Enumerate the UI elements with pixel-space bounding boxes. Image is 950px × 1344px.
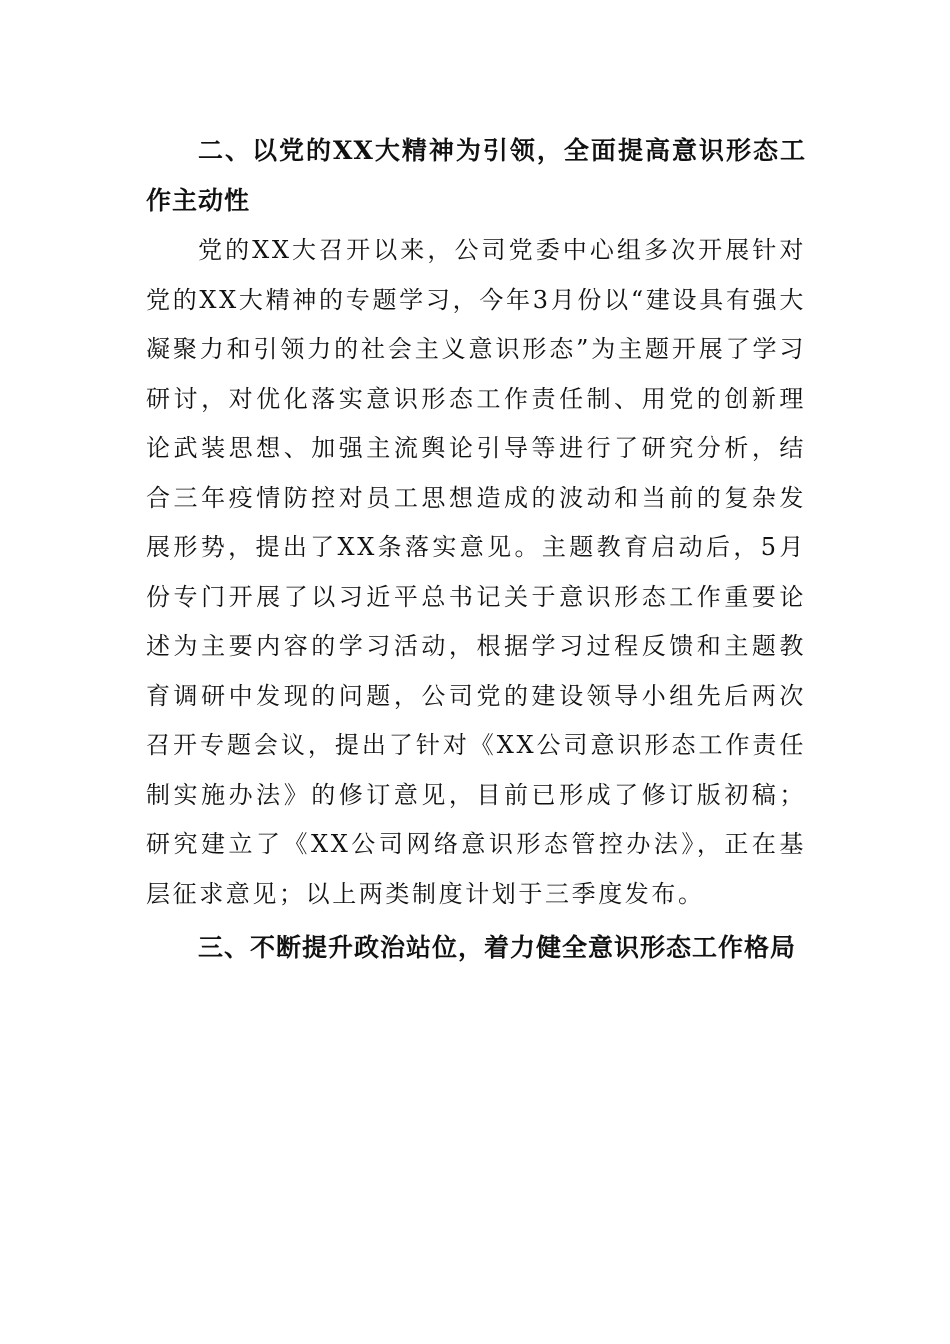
section-three-heading: 三、不断提升政治站位，着力健全意识形态工作格局 (198, 933, 797, 962)
document-body (146, 126, 806, 973)
section-two-heading: 二、以党的XX大精神为引领，全面提高意识形态工作主动性 (146, 136, 806, 215)
section-two-paragraph: 党的XX大召开以来，公司党委中心组多次开展针对党的XX大精神的专题学习，今年3月份以“建设具有强大凝聚力和引领力的社会主义意识形态”为主题开展了学习研讨，对优化落实意识形态工作责任制、用党的创新理论武装思想、加强主流舆论引导等进行了研究分析，结合三年疫情防控对员工思想造成的波动和当前的复杂发展形势，提出了XX条落实意见。主题教育启动后，5月份专门开展了以习近平总书记关于意识形态工作重要论述为主要内容的学习活动，根据学习过程反馈和主题教育调研中发现的问题，公司党的建设领导小组先后两次召开专题会议，提出了针对《XX公司意识形态工作责任制实施办法》的修订意见，目前已形成了修订版初稿；研究建立了《XX公司网络意识形态管控办法》，正在基层征求意见；以上两类制度计划于三季度发布。 (146, 236, 806, 908)
